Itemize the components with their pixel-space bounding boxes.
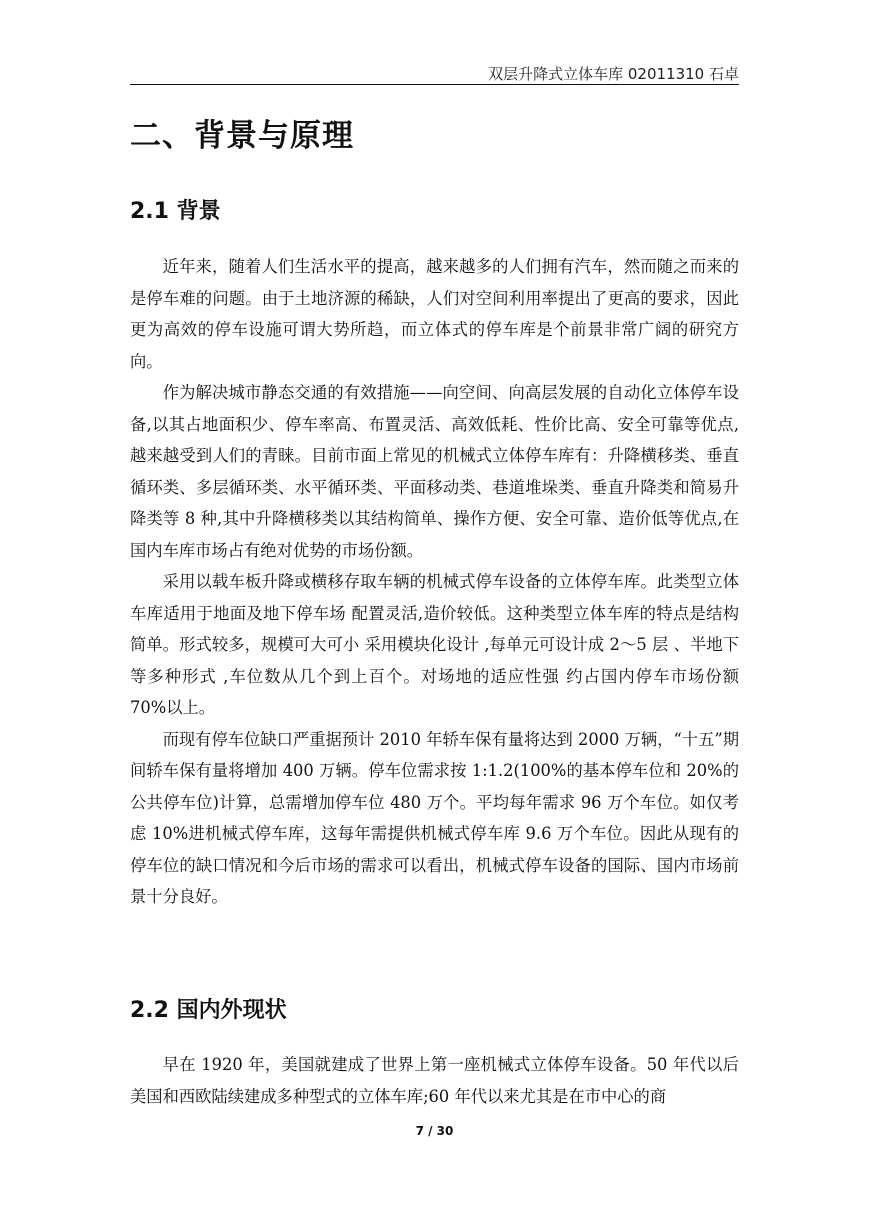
page-number: 7 / 30 [415, 1124, 454, 1138]
section-body-background [130, 251, 739, 913]
chapter-title: 二、背景与原理 [130, 118, 354, 154]
paragraph: 采用以载车板升降或横移存取车辆的机械式停车设备的立体停车库。此类型立体车库适用于地面及地下停车场 配置灵活,造价较低。这种类型立体车库的特点是结构简单。形式较多，规模可大可小 采用模块化设计 ,每单元可设计成 2～5 层 、半地下等多种形式 ,车位数从几个到上百个。对场地的适应性强 约占国内停车市场份额 70%以上。 [130, 572, 739, 717]
paragraph: 早在 1920 年，美国就建成了世界上第一座机械式立体停车设备。50 年代以后美国和西欧陆续建成多种型式的立体车库;60 年代以来尤其是在市中心的商 [130, 1055, 739, 1106]
paragraph: 近年来，随着人们生活水平的提高，越来越多的人们拥有汽车，然而随之而来的是停车难的问题。由于土地济源的稀缺，人们对空间利用率提出了更高的要求，因此更为高效的停车设施可谓大势所趋，而立体式的停车库是个前景非常广阔的研究方向。 [130, 257, 739, 371]
section-title-background: 2.1 背景 [130, 199, 221, 224]
running-header: 双层升降式立体车库 02011310 石卓 [488, 65, 739, 83]
section-title-status: 2.2 国内外现状 [130, 998, 287, 1023]
section-body-status [130, 1049, 739, 1112]
paragraph: 作为解决城市静态交通的有效措施——向空间、向高层发展的自动化立体停车设备,以其占地面积少、停车率高、布置灵活、高效低耗、性价比高、安全可靠等优点,越来越受到人们的青睐。目前市面上常见的机械式立体停车库有：升降横移类、垂直循环类、多层循环类、水平循环类、平面移动类、巷道堆垛类、垂直升降类和简易升降类等 8 种,其中升降横移类以其结构简单、操作方便、安全可靠、造价低等优点,在国内车库市场占有绝对优势的市场份额。 [130, 383, 739, 560]
header-divider [130, 84, 739, 85]
paragraph: 而现有停车位缺口严重据预计 2010 年轿车保有量将达到 2000 万辆，“十五”期间轿车保有量将增加 400 万辆。停车位需求按 1:1.2(100%的基本停车位和 20%的公共停车位)计算，总需增加停车位 480 万个。平均每年需求 96 万个车位。如仅考虑 10%进机械式停车库，这每年需提供机械式停车库 9.6 万个车位。因此从现有的停车位的缺口情况和今后市场的需求可以看出，机械式停车设备的国际、国内市场前景十分良好。 [130, 729, 739, 906]
